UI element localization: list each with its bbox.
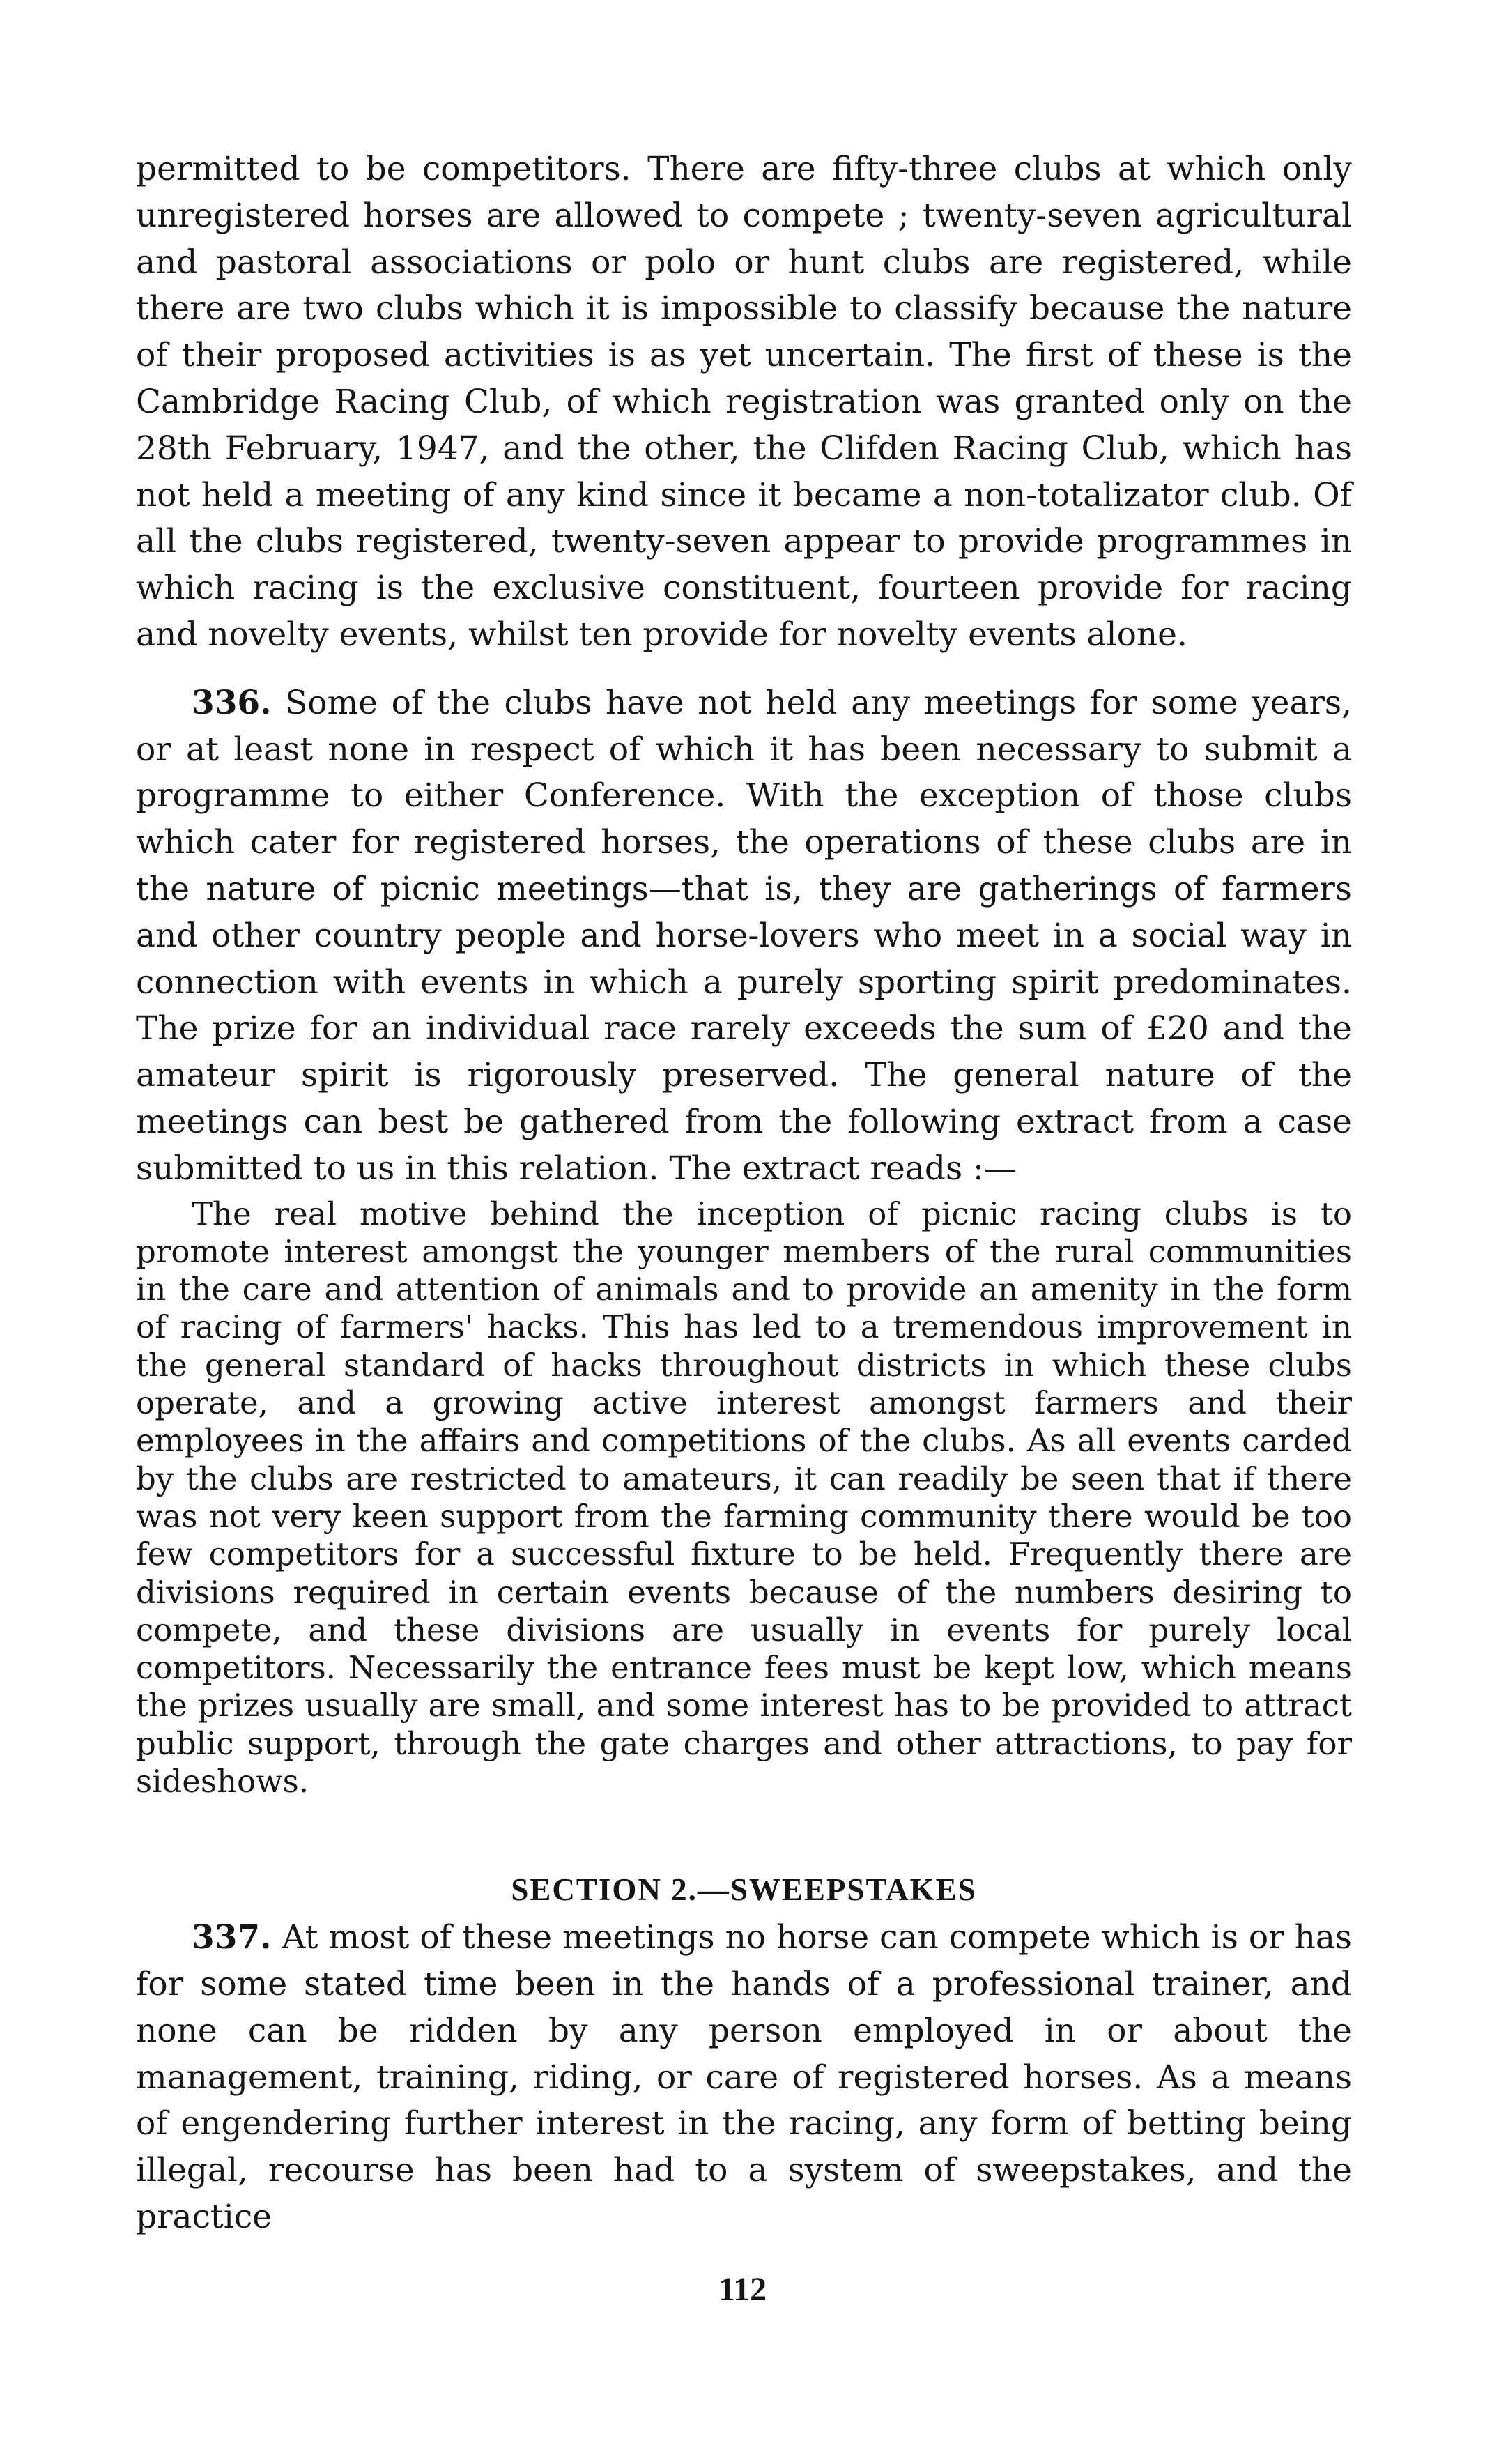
continuation-paragraph: permitted to be competitors. There are fifty-three clubs at which only unregistered horses are allowed to compete ; twenty-seven agricultural and pastoral associations or polo or hunt clubs are registered, while there are two clubs which it is impossible to classify because the nature of their proposed activities is as yet uncertain. The first of these is the Cambridge Racing Club, of which registration was granted only on the 28th February, 1947, and the other, the Clifden Racing Club, which has not held a meeting of any kind since it became a non-totalizator club. Of all the clubs registered, twenty-seven appear to provide programmes in which racing is the exclusive constituent, fourteen provide for racing and novelty events, whilst ten provide for novelty events alone. [136, 150, 1352, 654]
paragraph-text: Some of the clubs have not held any meetings for some years, or at least none in respect of which it has been necessary to submit a programme to either Conference. With the exception of those clubs which cater for registered horses, the operations of these clubs are in the nature of picnic meetings—that is, they are gatherings of farmers and other country people and horse-lovers who meet in a social way in connection with events in which a purely sporting spirit predominates. The prize for an individual race rarely exceeds the sum of £20 and the amateur spirit is rigorously preserved. The general nature of the meetings can best be gathered from the following extract from a case submitted to us in this relation. The extract reads :— [136, 683, 1352, 1188]
paragraph-number: 337. [192, 1918, 272, 1957]
block-quotation: The real motive behind the inception of picnic racing clubs is to promote interest amongst the younger members of the rural communities in the care and attention of animals and to provide an amenity in the form of racing of farmers' hacks. This has led to a tremendous improvement in the general standard of hacks throughout districts in which these clubs operate, and a growing active interest amongst farmers and their employees in the affairs and competitions of the clubs. As all events carded by the clubs are restricted to amateurs, it can readily be seen that if there was not very keen support from the farming community there would be too few competitors for a successful fixture to be held. Frequently there are divisions required in certain events because of the numbers desiring to compete, and these divisions are usually in events for purely local competitors. Necessarily the entrance fees must be kept low, which means the prizes usually are small, and some interest has to be provided to attract public support, through the gate charges and other attractions, to pay for sideshows. [136, 1195, 1352, 1800]
paragraph-336 [136, 680, 1352, 1193]
paragraph-number: 336. [192, 683, 272, 722]
paragraph-text: At most of these meetings no horse can compete which is or has for some stated time been in the hands of a professional trainer, and none can be ridden by any person employed in or about the management, training, riding, or care of registered horses. As a means of engendering further interest in the racing, any form of betting being illegal, recourse has been had to a system of sweepstakes, and the practice [136, 1918, 1352, 2237]
page-body [136, 146, 1352, 2241]
paragraph-337 [136, 1915, 1352, 2241]
page-number: 112 [718, 2271, 767, 2308]
section-heading: SECTION 2.—SWEEPSTAKES [511, 1872, 977, 1908]
